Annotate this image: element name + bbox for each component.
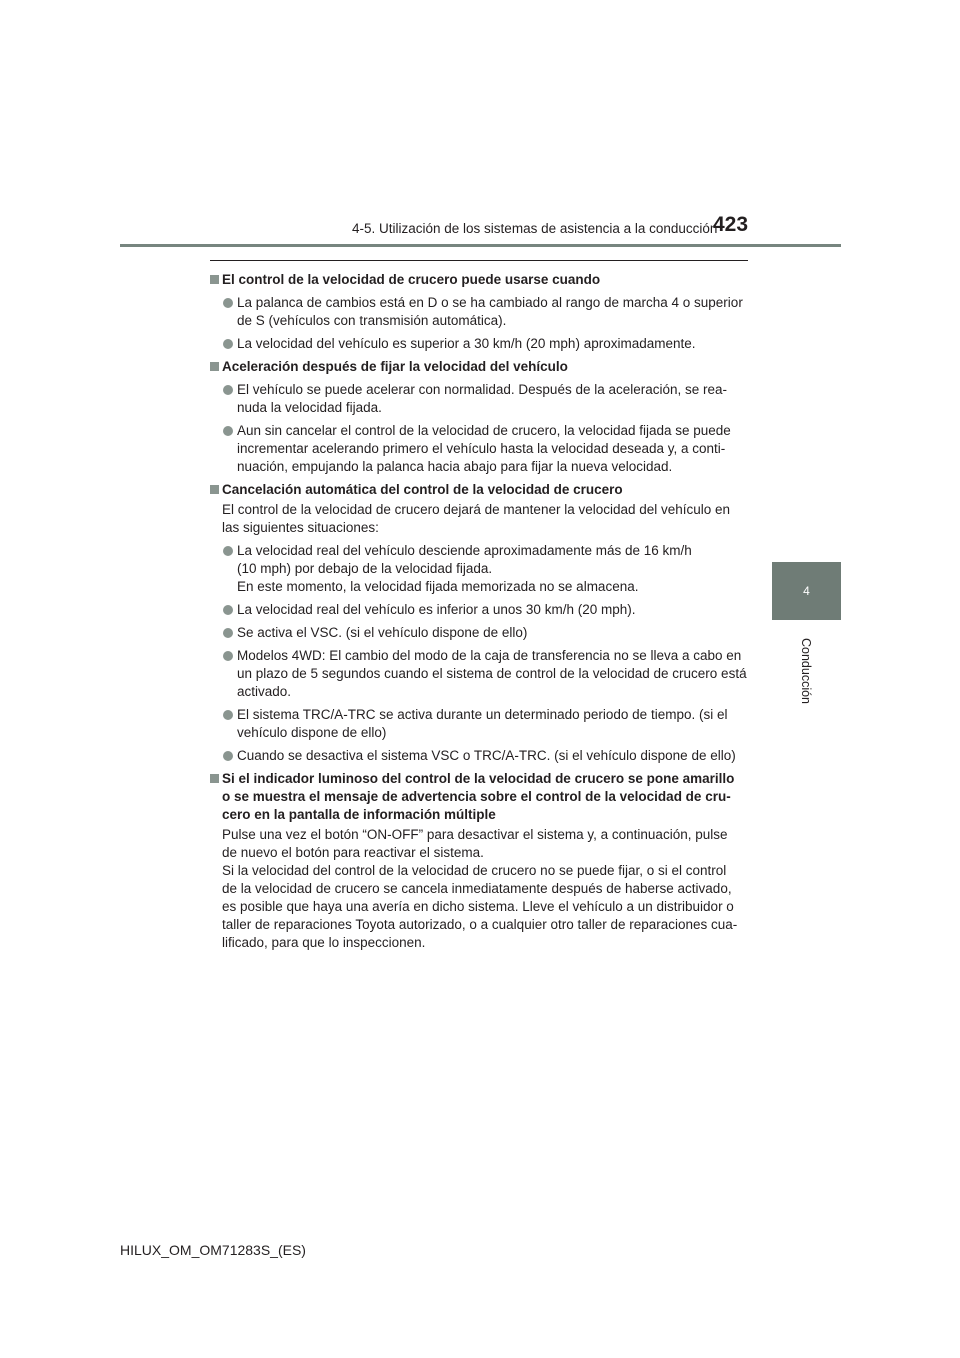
chapter-number: 4: [803, 584, 810, 598]
list-item: Se activa el VSC. (si el vehículo dispone de ello): [210, 624, 748, 642]
square-bullet-icon: [210, 362, 219, 371]
page-content: [210, 266, 748, 952]
list-item: Modelos 4WD: El cambio del modo de la caja de transferencia no se lleva a cabo en un plazo de 5 segundos cuando el sistema de control de la velocidad de crucero está activado.: [210, 647, 748, 701]
square-bullet-icon: [210, 275, 219, 284]
list-item: La velocidad real del vehículo desciende aproximadamente más de 16 km/h (10 mph) por debajo de la velocidad fijada. En este momento, la velocidad fijada memorizada no se almacena.: [210, 542, 748, 596]
list-item: La palanca de cambios está en D o se ha cambiado al rango de marcha 4 o superior de S (vehículos con transmisión automática).: [210, 294, 748, 330]
square-bullet-icon: [210, 485, 219, 494]
circle-bullet-icon: [223, 385, 233, 395]
list-item: La velocidad real del vehículo es inferior a unos 30 km/h (20 mph).: [210, 601, 748, 619]
section-heading: Si el indicador luminoso del control de la velocidad de crucero se pone amarillo o se muestra el mensaje de advertencia sobre el control de la velocidad de cru- cero en la pantalla de información múltiple: [210, 770, 748, 824]
section-heading: Cancelación automática del control de la velocidad de crucero: [210, 481, 748, 499]
circle-bullet-icon: [223, 546, 233, 556]
list-item: El vehículo se puede acelerar con normalidad. Después de la aceleración, se rea- nuda la velocidad fijada.: [210, 381, 748, 417]
section-heading: Aceleración después de fijar la velocidad del vehículo: [210, 358, 748, 376]
circle-bullet-icon: [223, 339, 233, 349]
chapter-label: Conducción: [799, 637, 813, 705]
circle-bullet-icon: [223, 628, 233, 638]
page-number: 423: [713, 213, 749, 236]
circle-bullet-icon: [223, 605, 233, 615]
circle-bullet-icon: [223, 710, 233, 720]
section-body: Pulse una vez el botón “ON-OFF” para desactivar el sistema y, a continuación, pulse de nuevo el botón para reactivar el sistema. Si la velocidad del control de la velocidad de crucero no se puede fijar, o si el control de la velocidad de crucero se cancela inmediatamente después de haberse activado, es posible que haya una avería en dicho sistema. Lleve el vehículo a un distribuidor o taller de reparaciones Toyota autorizado, o a cualquier otro taller de reparaciones cua- lificado, para que lo inspeccionen.: [222, 827, 738, 950]
section-heading: El control de la velocidad de crucero puede usarse cuando: [210, 271, 748, 289]
section-title: 4-5. Utilización de los sistemas de asistencia a la conducción: [352, 221, 718, 236]
list-item: La velocidad del vehículo es superior a 30 km/h (20 mph) aproximadamente.: [210, 335, 748, 353]
circle-bullet-icon: [223, 651, 233, 661]
list-item: Cuando se desactiva el sistema VSC o TRC/A-TRC. (si el vehículo dispone de ello): [210, 747, 748, 765]
header-divider: [120, 244, 841, 247]
list-item: Aun sin cancelar el control de la velocidad de crucero, la velocidad fijada se puede incrementar acelerando primero el vehículo hasta la velocidad deseada y, a conti- nuación, empujando la palanca hacia abajo para fijar la nueva velocidad.: [210, 422, 748, 476]
section-intro: El control de la velocidad de crucero dejará de mantener la velocidad del vehículo en las siguientes situaciones:: [222, 502, 731, 535]
content-top-rule: [210, 260, 748, 261]
document-code: HILUX_OM_OM71283S_(ES): [120, 1242, 306, 1258]
circle-bullet-icon: [223, 298, 233, 308]
square-bullet-icon: [210, 774, 219, 783]
list-item: El sistema TRC/A-TRC se activa durante un determinado periodo de tiempo. (si el vehículo dispone de ello): [210, 706, 748, 742]
circle-bullet-icon: [223, 426, 233, 436]
circle-bullet-icon: [223, 751, 233, 761]
chapter-tab[interactable]: [772, 562, 841, 620]
